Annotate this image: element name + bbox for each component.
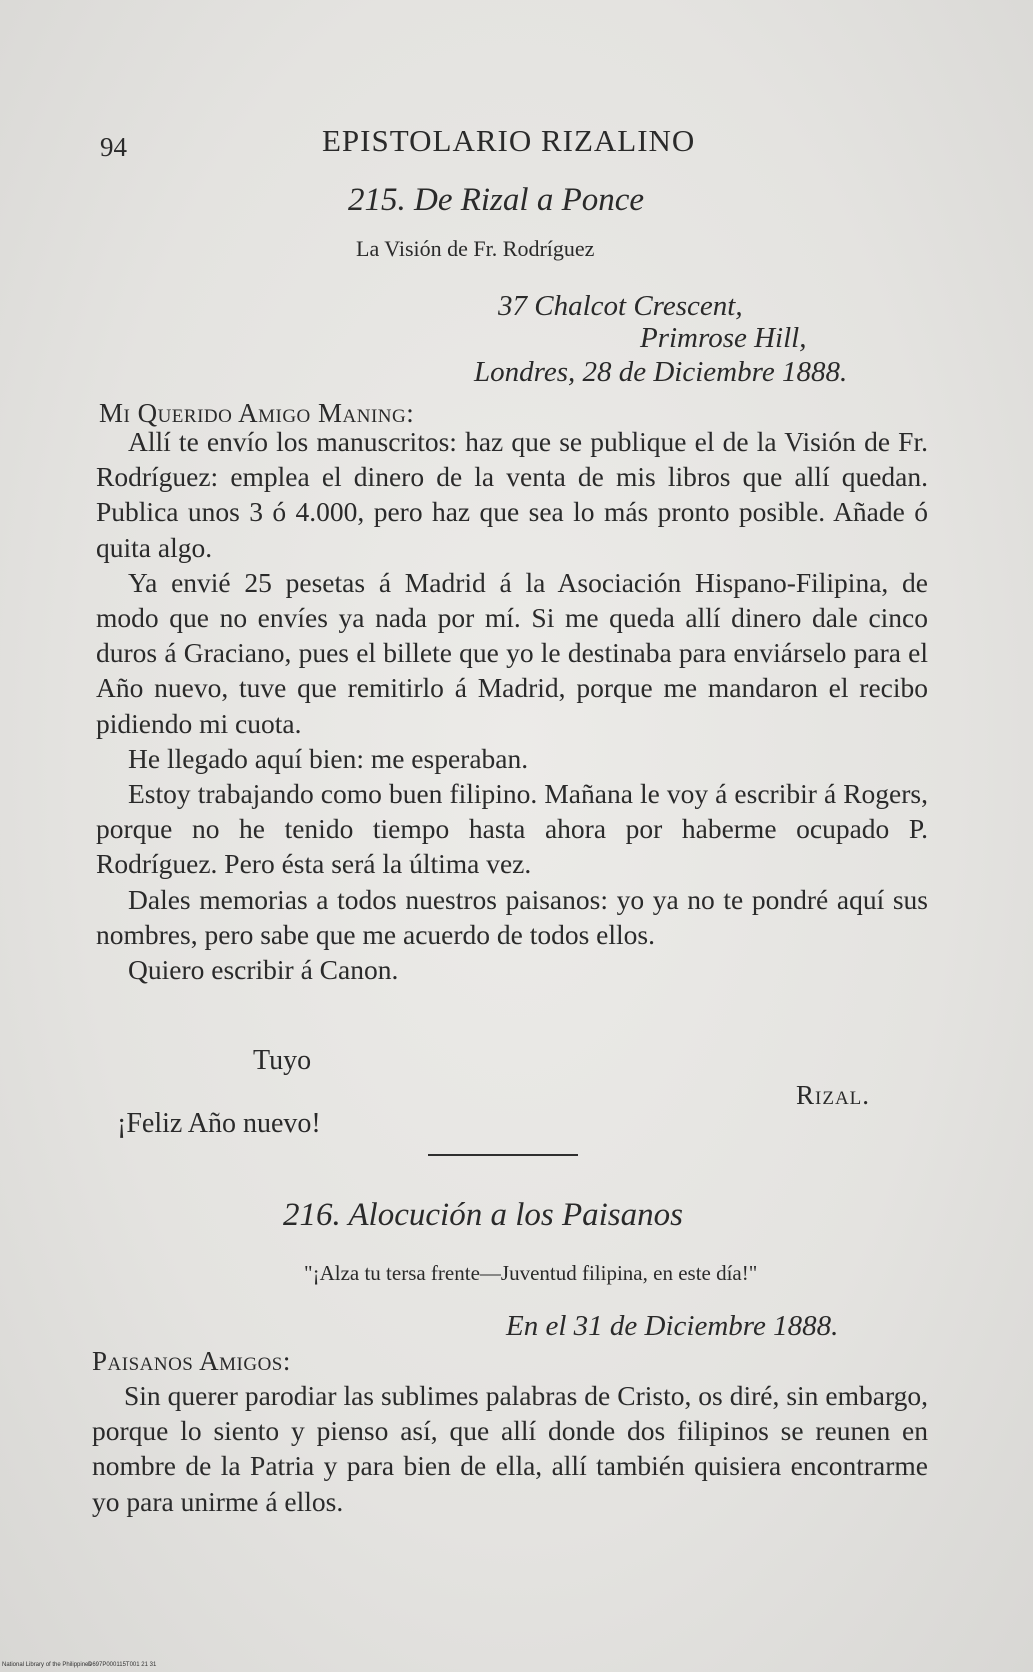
letter-paragraph: Allí te envío los manuscritos: haz que se publique el de la Visión de Fr. Rodríguez: emplea el dinero de la venta de mis libros que allí quedan. Publica unos 3 ó 4.000, pero haz que sea lo más pronto posible. Añade ó quita algo. bbox=[96, 426, 928, 563]
address-line-2: Primrose Hill, bbox=[640, 322, 807, 354]
letter-paragraph: Estoy trabajando como buen filipino. Mañana le voy á escribir á Rogers, porque no he tenido tiempo hasta ahora por haberme ocupado P. Rodríguez. Pero ésta será la última vez. bbox=[96, 778, 928, 880]
address-body bbox=[92, 1378, 928, 1519]
letter-paragraph: Dales memorias a todos nuestros paisanos: yo ya no te pondré aquí sus nombres, pero sabe que me acuerdo de todos ellos. bbox=[96, 883, 928, 950]
letter-signature: Rizal. bbox=[796, 1080, 871, 1110]
address-title: 216. Alocución a los Paisanos bbox=[283, 1197, 683, 1233]
letter-dateline: Londres, 28 de Diciembre 1888. bbox=[474, 356, 848, 388]
address-salutation: Paisanos Amigos: bbox=[92, 1346, 291, 1376]
section-divider bbox=[428, 1154, 578, 1156]
footer-mark: D697P000115T001 21 31 bbox=[88, 1662, 157, 1668]
address-paragraph: Sin querer parodiar las sublimes palabras de Cristo, os diré, sin embargo, porque lo siento y pienso así, que allí donde dos filipinos se reunen en nombre de la Patria y para bien de ella, allí también quisiera encontrarme yo para unirme á ellos. bbox=[92, 1380, 928, 1517]
address-dateline: En el 31 de Diciembre 1888. bbox=[506, 1310, 839, 1342]
address-epigraph: "¡Alza tu tersa frente—Juventud filipina, en este día!" bbox=[304, 1261, 758, 1285]
letter-salutation: Mi Querido Amigo Maning: bbox=[99, 398, 415, 428]
letter-valediction: Tuyo bbox=[253, 1045, 312, 1076]
letter-paragraph: He llegado aquí bien: me esperaban. bbox=[128, 742, 529, 774]
running-head: EPISTOLARIO RIZALINO bbox=[322, 123, 696, 158]
address-line-1: 37 Chalcot Crescent, bbox=[498, 290, 743, 322]
page-number: 94 bbox=[100, 132, 127, 162]
letter-title: 215. De Rizal a Ponce bbox=[348, 182, 645, 218]
letter-paragraph: Ya envié 25 pesetas á Madrid á la Asociación Hispano-Filipina, de modo que no envíes ya nada por mí. Si me queda allí dinero dale cinco duros á Graciano, pues el billete que yo le destinaba para enviárselo para el Año nuevo, tuve que remitirlo á Madrid, porque me mandaron el recibo pidiendo mi cuota. bbox=[96, 566, 928, 739]
letter-body bbox=[96, 424, 928, 987]
footer-credit: National Library of the Philippines bbox=[2, 1662, 92, 1668]
letter-subtitle: La Visión de Fr. Rodríguez bbox=[356, 236, 595, 261]
letter-closing: ¡Feliz Año nuevo! bbox=[117, 1108, 321, 1139]
letter-paragraph: Quiero escribir á Canon. bbox=[128, 954, 399, 986]
